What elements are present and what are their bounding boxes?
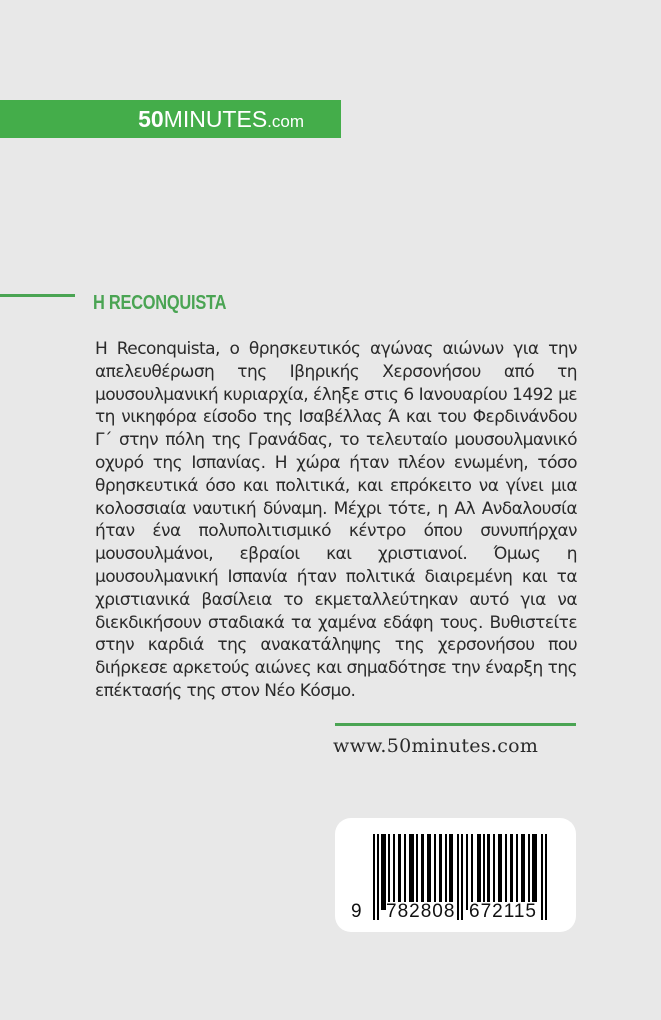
brand-logo: [138, 105, 304, 132]
brand-banner: [0, 100, 341, 138]
barcode-lead-digit: 9: [351, 901, 362, 922]
website-url: www.50minutes.com: [333, 735, 539, 757]
brand-number: 50: [138, 105, 164, 132]
barcode-bars-icon: [335, 818, 576, 932]
heading-rule: [0, 294, 75, 297]
brand-word: MINUTES: [163, 105, 268, 132]
barcode-left-digits: 782808: [386, 901, 456, 922]
website-rule: [335, 723, 576, 726]
isbn-barcode: [335, 818, 576, 932]
brand-tld: .com: [267, 111, 304, 131]
section-title: H RECONQUISTA: [93, 292, 227, 314]
barcode-right-digits: 672115: [469, 901, 537, 922]
description-text: Η Reconquista, ο θρησκευτικός αγώνας αιώνων για την απελευθέρωση της Ιβηρικής Χερσονήσου από τη μουσουλμανική κυριαρχία, έληξε στις 6 Ιανουαρίου 1492 με τη νικηφόρα είσοδο της Ισαβέλλας Ά και του Φερδινάνδου Γ΄ στην πόλη της Γρανάδας, το τελευταίο μουσουλμανικό οχυρό της Ισπανίας. Η χώρα ήταν πλέον ενωμένη, τόσο θρησκευτικά όσο και πολιτικά, και επρόκειτο να γίνει μια κολοσσιαία ναυτική δύναμη. Μέχρι τότε, η Αλ Ανδαλουσία ήταν ένα πολυπολιτισμικό κέντρο όπου συνυπήρχαν μουσουλμάνοι, εβραίοι και χριστιανοί. Όμως η μουσουλμανική Ισπανία ήταν πολιτικά διαιρεμένη και τα χριστιανικά βασίλεια το εκμεταλλεύτηκαν αυτό για να διεκδικήσουν σταδιακά τα χαμένα εδάφη τους. Βυθιστείτε στην καρδιά της ανακατάληψης της χερσονήσου που διήρκεσε αρκετούς αιώνες και σημαδότησε την έναρξη της επέκτασής της στον Νέο Κόσμο.: [95, 339, 577, 701]
